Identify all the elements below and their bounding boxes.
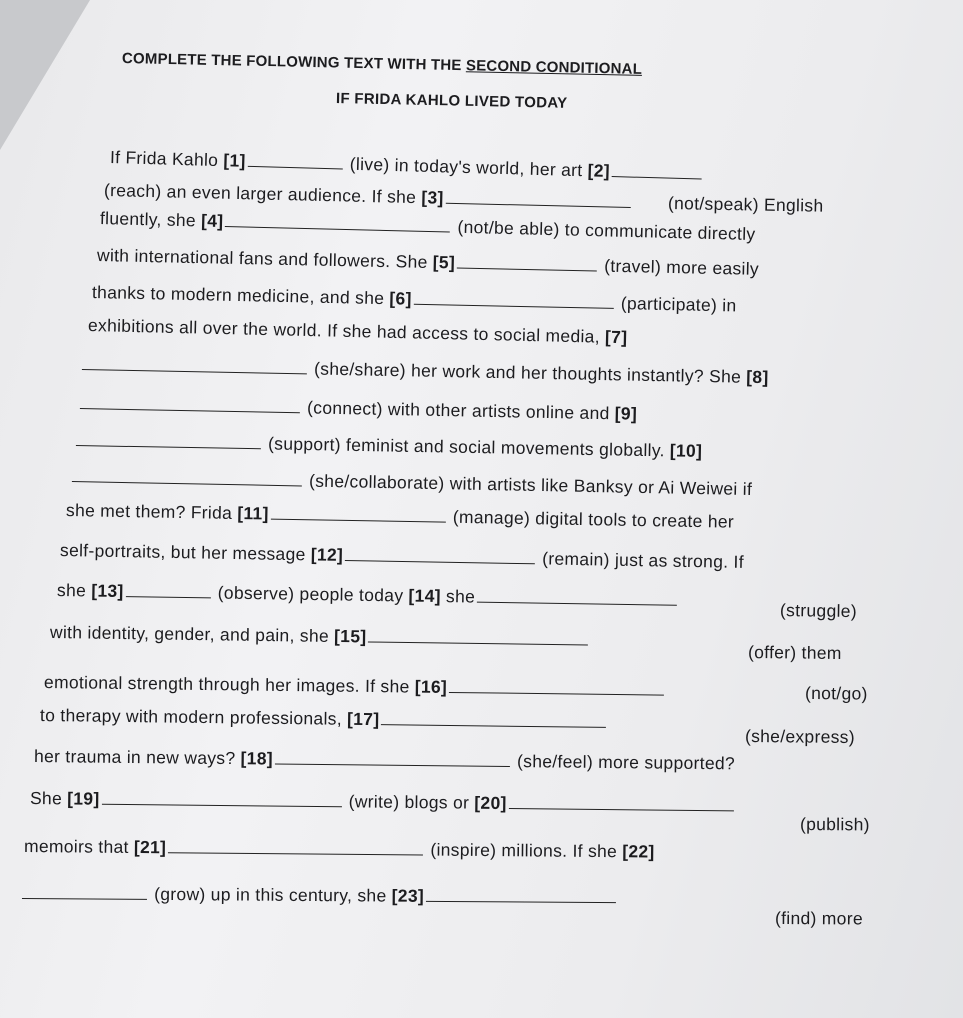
text-line [70,466,753,500]
answer-blank[interactable] [271,505,446,523]
line-text: (remain) just as strong. If [536,548,745,572]
line-text: (she/share) her work and her thoughts instantly? She [308,358,747,387]
text-line [74,430,703,462]
text-line [88,315,628,348]
line-text: emotional strength through her images. If she [43,672,415,697]
line-text: (grow) up in this century, she [148,883,392,906]
blank-number: [7] [604,326,628,348]
text-line [60,540,744,573]
text-line [24,836,655,863]
text-line [34,746,735,774]
line-text: (support) feminist and social movements globally. [262,433,671,461]
line-text: with identity, gender, and pain, she [49,622,335,646]
worksheet-title: IF FRIDA KAHLO LIVED TODAY [335,90,568,112]
line-text: (find) more [774,908,863,929]
line-text: (manage) digital tools to create her [447,506,735,532]
line-text: (connect) with other artists online and [301,397,615,424]
text-line [668,193,824,217]
text-line [80,354,769,388]
blank-number: [18] [240,748,274,769]
blank-number: [4] [200,210,224,232]
answer-blank[interactable] [381,710,606,728]
blank-number: [16] [414,676,448,697]
answer-blank[interactable] [477,588,677,606]
text-line [775,908,863,929]
answer-blank[interactable] [446,189,631,208]
answer-blank[interactable] [76,431,261,449]
line-text: (she/express) [744,726,856,747]
text-line [805,683,868,705]
answer-blank[interactable] [248,152,343,170]
text-line [110,147,704,185]
text-line [780,600,857,622]
blank-number: [20] [474,792,507,813]
blank-number: [19] [67,788,100,809]
answer-blank[interactable] [457,254,597,272]
blank-number: [21] [133,836,167,858]
blank-number: [3] [421,187,444,208]
line-text: If Frida Kahlo [109,147,224,171]
text-line [800,814,870,835]
answer-blank[interactable] [168,838,423,855]
line-text: (publish) [799,814,870,835]
answer-blank[interactable] [80,394,300,413]
line-text: exhibitions all over the world. If she had access to social media, [87,315,606,347]
text-line [20,883,618,908]
answer-blank[interactable] [426,887,616,903]
blank-number: [11] [237,502,269,524]
answer-blank[interactable] [101,790,341,808]
answer-blank[interactable] [345,546,535,564]
line-text: her trauma in new ways? [33,746,241,769]
answer-blank[interactable] [368,627,588,645]
text-line [104,180,633,213]
text-line [40,705,609,733]
blank-number: [13] [91,580,124,602]
line-text: (she/collaborate) with artists like Banksy or Ai Weiwei if [303,470,753,500]
blank-number: [17] [346,708,380,730]
text-line [66,500,734,533]
blank-number: [15] [333,625,367,647]
line-text: fluently, she [99,208,202,231]
answer-blank[interactable] [449,678,664,696]
line-text: (travel) more easily [598,255,760,279]
line-text: (offer) them [747,642,842,663]
line-text: she met them? Frida [65,500,238,523]
blank-number: [12] [310,544,344,565]
blank-number: [6] [389,288,412,309]
line-text: She [29,788,68,809]
blank-number: [14] [408,585,441,607]
line-text: she [440,586,476,607]
blank-number: [23] [391,885,425,906]
line-text: (struggle) [779,600,858,622]
line-text: she [56,580,92,601]
text-line [44,672,666,701]
answer-blank[interactable] [612,162,702,180]
text-line [748,642,842,664]
line-text: self-portraits, but her message [59,540,311,565]
answer-blank[interactable] [72,467,302,486]
text-line [92,282,737,316]
line-text: (live) in today's world, her art [344,153,588,181]
answer-blank[interactable] [509,794,734,811]
worksheet-instruction [122,50,642,78]
text-line [78,393,637,425]
text-line [30,788,736,816]
answer-blank[interactable] [225,212,450,232]
instruction-text: COMPLETE THE FOLLOWING TEXT WITH THE [121,50,467,75]
line-text: thanks to modern medicine, and she [91,282,390,309]
answer-blank[interactable] [82,355,307,374]
blank-number: [2] [587,160,611,181]
text-line [745,726,855,748]
text-line [50,622,591,651]
line-text: (observe) people today [212,582,409,606]
blank-number: [5] [432,252,456,273]
text-line [97,245,759,280]
answer-blank[interactable] [126,582,211,598]
line-text: (inspire) millions. If she [425,839,623,862]
line-text: (participate) in [615,292,737,316]
text-line [57,580,679,611]
line-text: memoirs that [23,836,134,857]
answer-blank[interactable] [22,884,147,900]
line-text: (reach) an even larger audience. If she [103,180,422,208]
line-text: (not/be able) to communicate directly [452,216,756,245]
line-text: to therapy with modern professionals, [39,705,348,729]
answer-blank[interactable] [275,750,510,767]
line-text: (not/speak) English [667,193,824,216]
line-text: (she/feel) more supported? [511,751,736,774]
line-text: (write) blogs or [343,791,475,813]
line-text: with international fans and followers. She [96,245,434,273]
blank-number: [22] [622,841,655,862]
answer-blank[interactable] [414,290,614,309]
line-text: (not/go) [804,683,868,704]
text-line [100,208,756,245]
blank-number: [9] [614,403,638,424]
blank-number: [1] [223,150,246,171]
blank-number: [10] [669,440,703,461]
page-shadow-corner [0,0,90,150]
blank-number: [8] [746,366,769,388]
instruction-emphasis: SECOND CONDITIONAL [465,57,643,78]
